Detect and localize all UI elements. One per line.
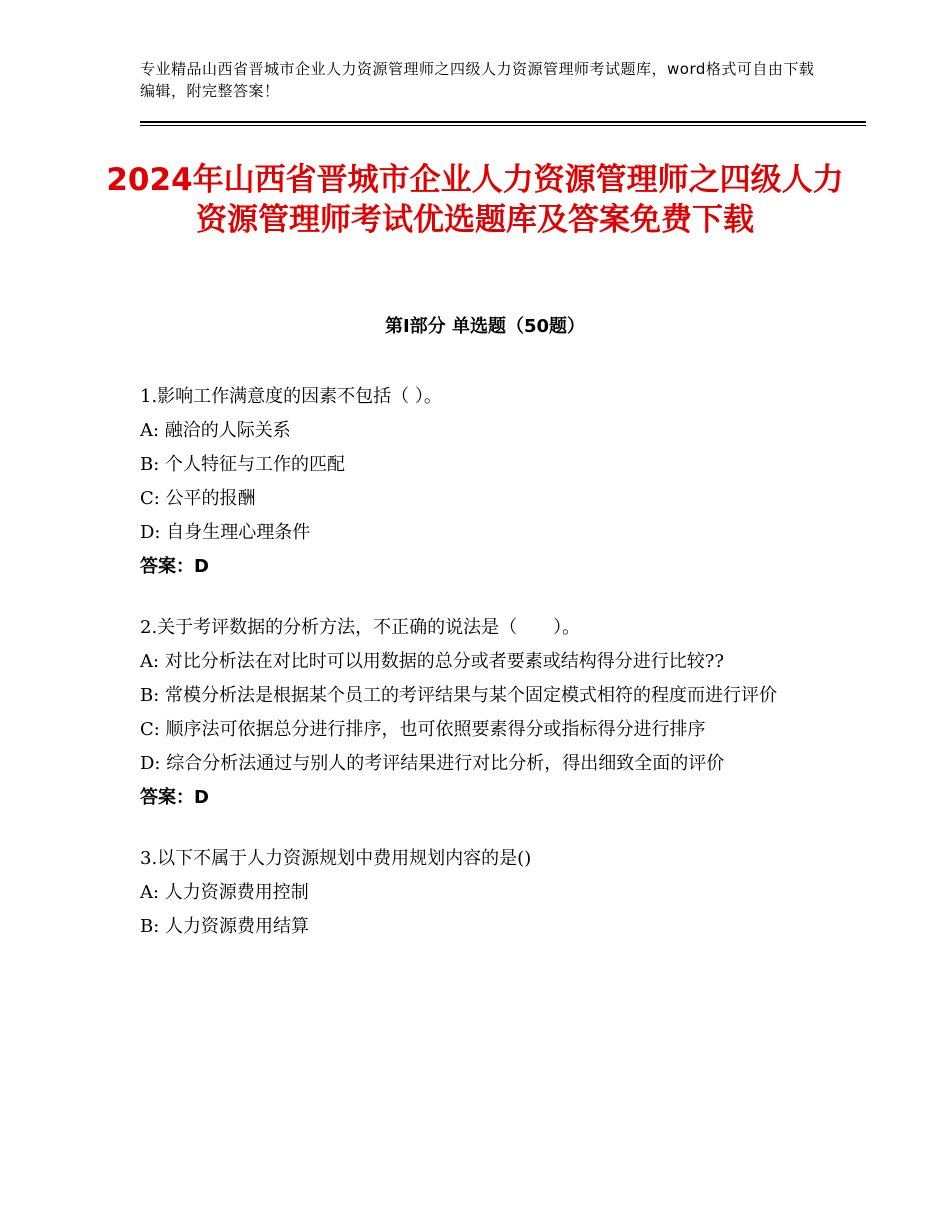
option-b: B: 个人特征与工作的匹配: [140, 454, 346, 475]
option-b: B: 人力资源费用结算: [140, 916, 310, 937]
option-b: B: 常模分析法是根据某个员工的考评结果与某个固定模式相符的程度而进行评价: [140, 685, 778, 706]
document-title: 2024年山西省晋城市企业人力资源管理师之四级人力资源管理师考试优选题库及答案免费下载: [106, 162, 844, 238]
option-d: D: 综合分析法通过与别人的考评结果进行对比分析，得出细致全面的评价: [140, 753, 725, 774]
question-2: [140, 611, 810, 815]
question-stem: 2.关于考评数据的分析方法，不正确的说法是（ ）。: [140, 617, 581, 638]
option-c: C: 公平的报酬: [140, 488, 256, 509]
question-3: [140, 842, 810, 944]
option-d: D: 自身生理心理条件: [140, 522, 311, 543]
question-stem: 3.以下不属于人力资源规划中费用规划内容的是(): [140, 848, 532, 869]
header-note: 专业精品山西省晋城市企业人力资源管理师之四级人力资源管理师考试题库，word格式可自由下载编辑，附完整答案！: [140, 60, 815, 100]
header-divider: [140, 121, 866, 126]
option-a: A: 对比分析法在对比时可以用数据的总分或者要素或结构得分进行比较??: [140, 651, 725, 672]
question-stem: 1.影响工作满意度的因素不包括（ ）。: [140, 386, 442, 407]
question-list: [140, 380, 810, 971]
option-c: C: 顺序法可依据总分进行排序，也可依照要素得分或指标得分进行排序: [140, 719, 706, 740]
option-a: A: 人力资源费用控制: [140, 882, 309, 903]
option-a: A: 融洽的人际关系: [140, 420, 291, 441]
answer: 答案：D: [140, 556, 209, 577]
answer: 答案：D: [140, 787, 209, 808]
section-title: 第Ⅰ部分 单选题（50题）: [384, 316, 585, 337]
question-1: [140, 380, 810, 584]
